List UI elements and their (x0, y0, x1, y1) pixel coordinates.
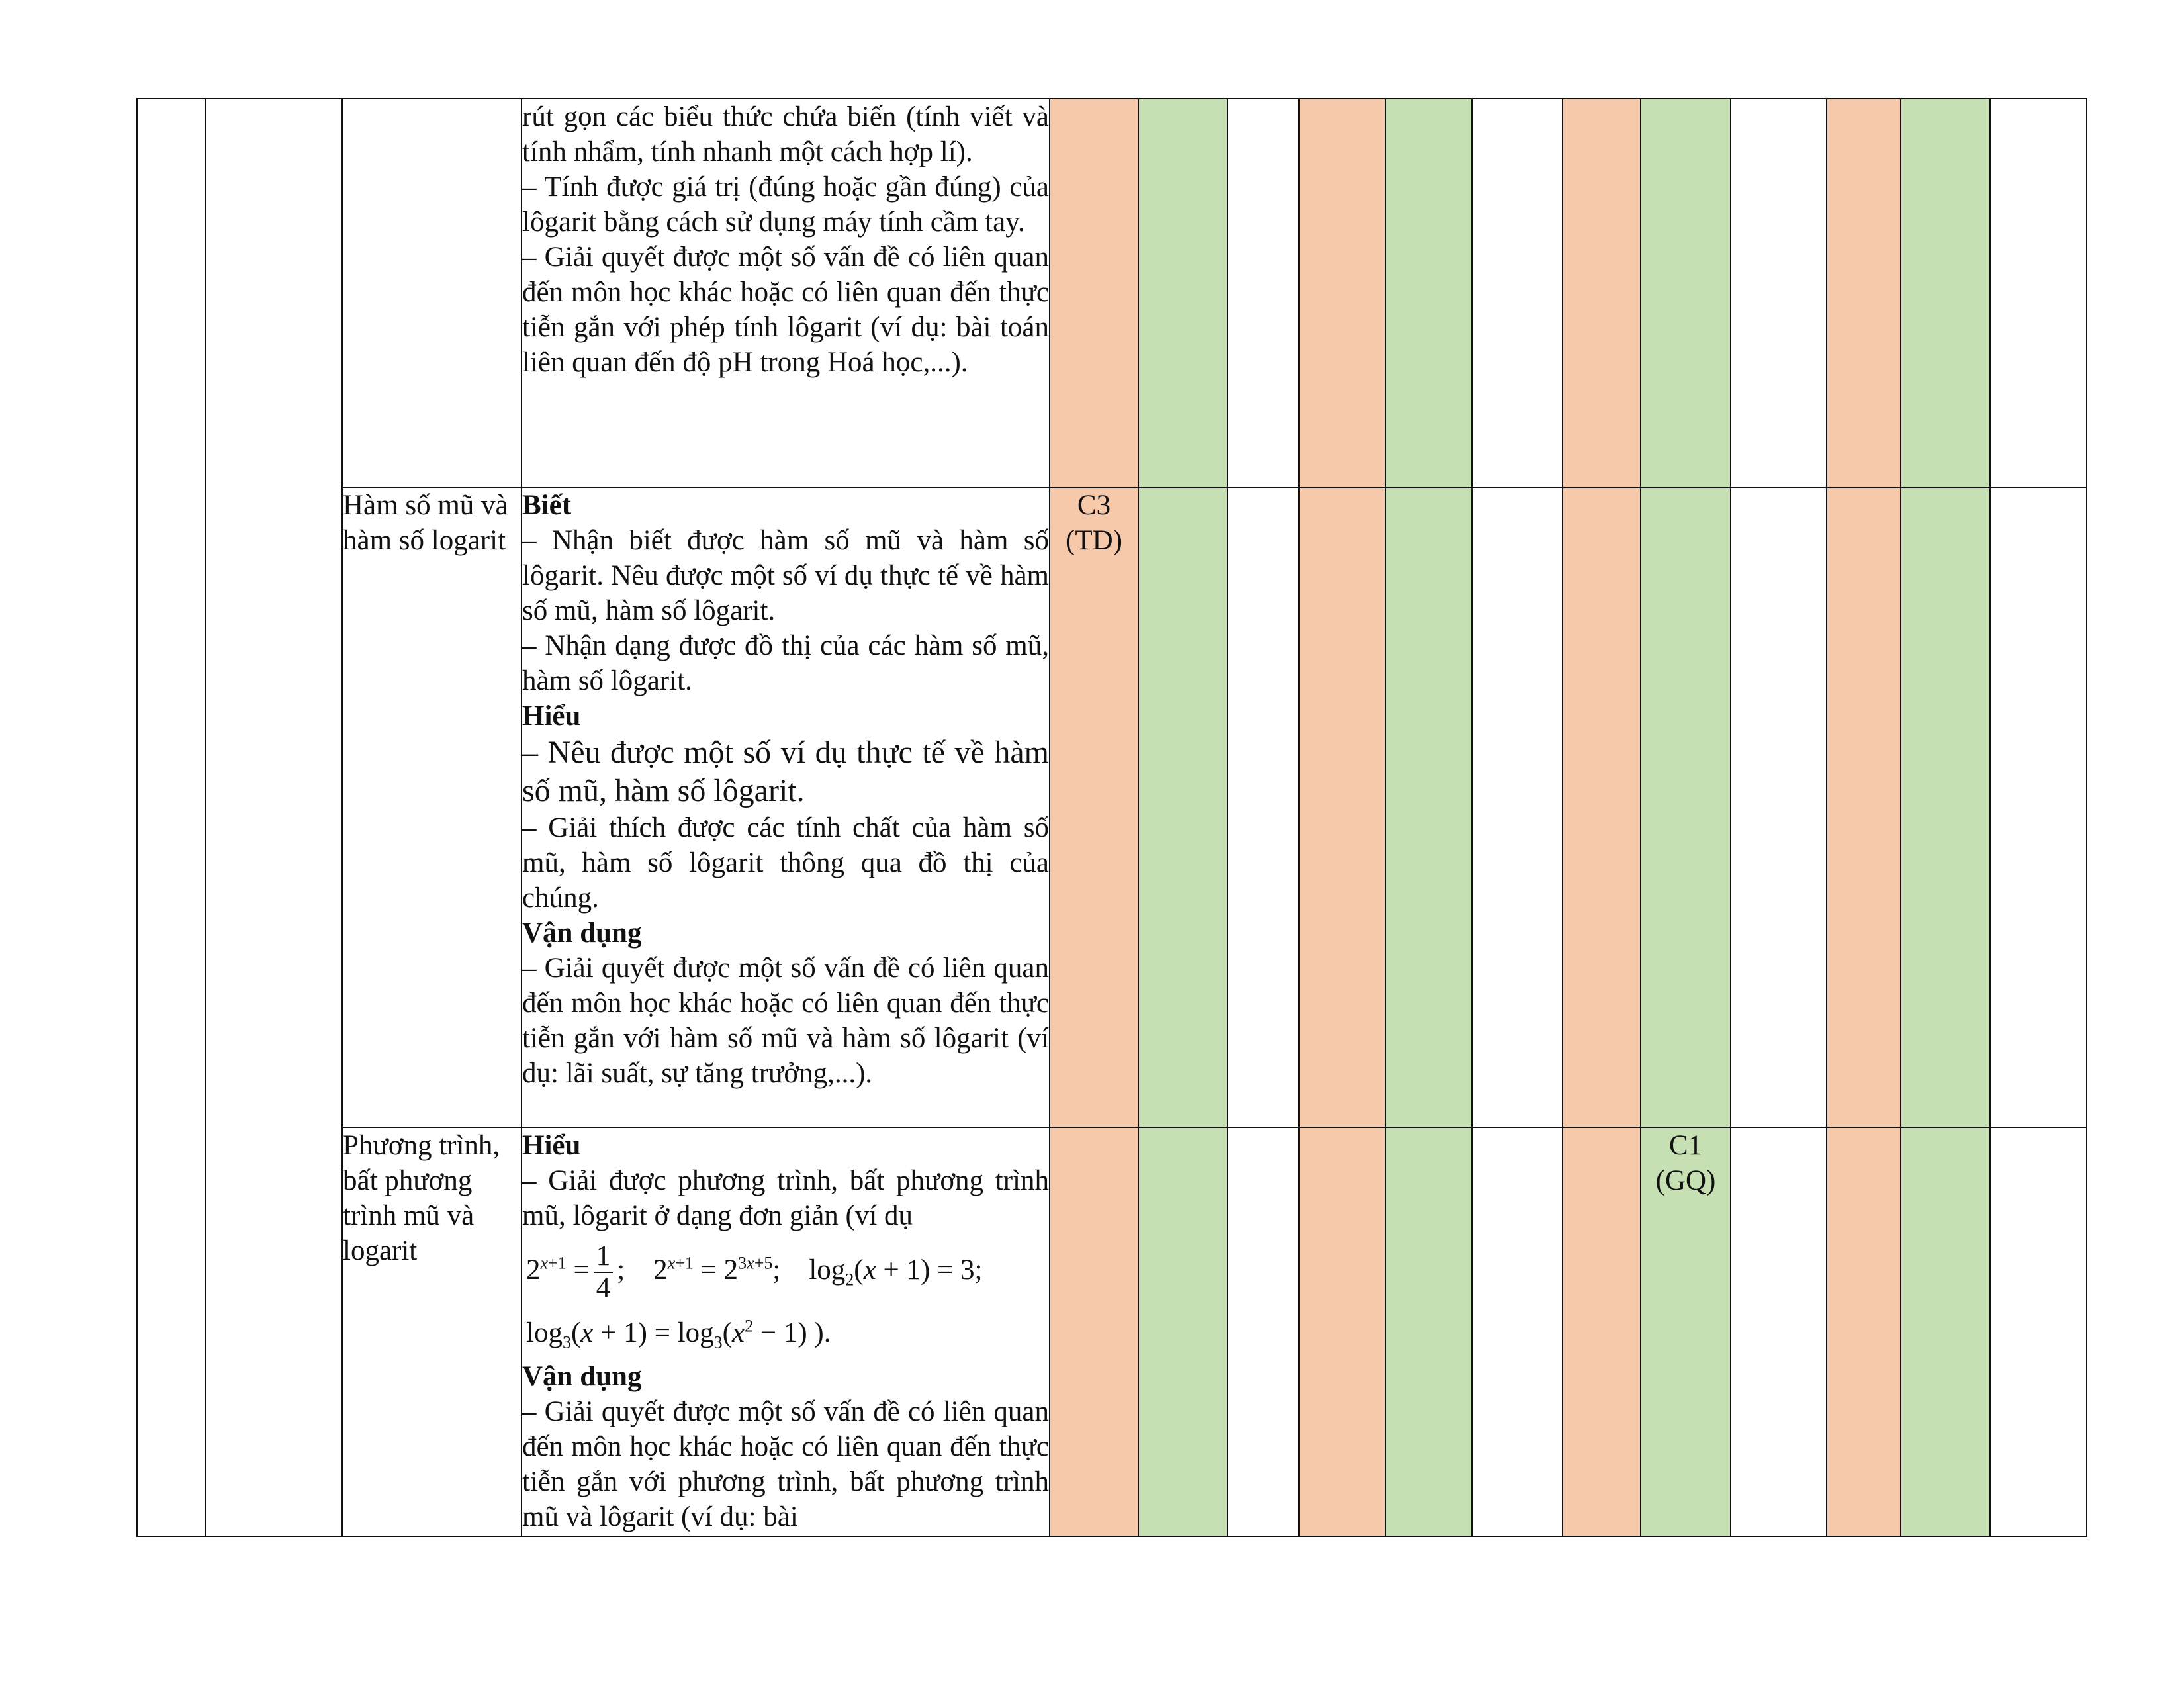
mark-cell (1990, 487, 2087, 1127)
requirement-text: – Giải thích được các tính chất của hàm số mũ, hàm số lôgarit thông qua đồ thị của chúng. (522, 812, 1049, 914)
mark-cell (1731, 487, 1827, 1127)
mark-cell (1138, 99, 1228, 487)
table-row (137, 487, 2087, 1127)
table-row (137, 99, 2087, 487)
mark-cell (1563, 487, 1641, 1127)
fraction: $\frac{1}{4}$ (594, 1241, 614, 1303)
mark-cell (1385, 99, 1472, 487)
requirement-text: rút gọn các biểu thức chứa biến (tính viết và tính nhẩm, tính nhanh một cách hợp lí). (522, 101, 1049, 167)
mark-cell (1385, 1127, 1472, 1536)
topic-cell (342, 99, 522, 487)
mark-cell (1827, 99, 1901, 487)
index-cell (137, 99, 205, 1536)
requirements-cell (522, 1127, 1050, 1536)
mark-cell (1901, 487, 1990, 1127)
mark-cell (1299, 99, 1385, 487)
mark-cell (1050, 487, 1138, 1127)
chapter-cell (205, 99, 342, 1536)
topic-cell: Phương trình, bất phương trình mũ và logarit (342, 1127, 522, 1536)
requirement-text: – Giải được phương trình, bất phương trình mũ, lôgarit ở dạng đơn giản (ví dụ (522, 1165, 1049, 1231)
assessment-matrix-table (136, 98, 2087, 1537)
requirements-cell (522, 487, 1050, 1127)
mark-cell (1472, 487, 1563, 1127)
question-code: C3 (1077, 490, 1111, 521)
mark-cell (1299, 487, 1385, 1127)
table-row (137, 1127, 2087, 1536)
competency-code: (GQ) (1655, 1165, 1716, 1196)
mark-cell (1990, 99, 2087, 487)
mark-cell (1731, 1127, 1827, 1536)
mark-cell (1563, 1127, 1641, 1536)
level-heading-hieu: Hiểu (522, 1130, 581, 1161)
mark-cell (1990, 1127, 2087, 1536)
mark-cell (1472, 1127, 1563, 1536)
mark-cell (1901, 99, 1990, 487)
mark-cell (1827, 487, 1901, 1127)
mark-cell (1228, 99, 1299, 487)
requirement-text: – Nhận biết được hàm số mũ và hàm số lôgarit. Nêu được một số ví dụ thực tế về hàm số mũ, hàm số lôgarit. (522, 525, 1049, 626)
mark-cell (1050, 1127, 1138, 1536)
mark-cell (1228, 487, 1299, 1127)
level-heading-van-dung: Vận dụng (522, 917, 642, 949)
requirement-text: – Nhận dạng được đồ thị của các hàm số mũ, hàm số lôgarit. (522, 630, 1049, 696)
requirement-text: – Giải quyết được một số vấn đề có liên quan đến môn học khác hoặc có liên quan đến thực tiễn gắn với phép tính lôgarit (ví dụ: bài toán liên quan đến độ pH trong Hoá học,...). (522, 242, 1049, 378)
level-heading-van-dung: Vận dụng (522, 1361, 642, 1392)
mark-cell (1138, 487, 1228, 1127)
mark-cell (1050, 99, 1138, 487)
equation-examples: $2^{x+1}$ = $\frac{1}{4}$ ; $2^{x+1} = 2^{3x+5}$; $\log_2(x + 1) = 3$; (526, 1241, 983, 1304)
requirement-text: – Giải quyết được một số vấn đề có liên quan đến môn học khác hoặc có liên quan đến thực tiễn gắn với hàm số mũ và hàm số lôgarit (ví dụ: lãi suất, sự tăng trưởng,...). (522, 953, 1049, 1089)
mark-cell (1901, 1127, 1990, 1536)
requirement-text: – Tính được giá trị (đúng hoặc gần đúng) của lôgarit bằng cách sử dụng máy tính cầm tay. (522, 171, 1049, 238)
question-code: C1 (1668, 1130, 1703, 1161)
mark-cell (1138, 1127, 1228, 1536)
mark-cell (1827, 1127, 1901, 1536)
mark-cell (1472, 99, 1563, 487)
requirement-text: – Giải quyết được một số vấn đề có liên quan đến môn học khác hoặc có liên quan đến thực tiễn gắn với phương trình, bất phương trình mũ và lôgarit (ví dụ: bài (522, 1396, 1049, 1532)
mark-cell (1641, 99, 1731, 487)
mark-cell (1563, 99, 1641, 487)
mark-cell (1641, 1127, 1731, 1536)
mark-cell (1641, 487, 1731, 1127)
level-heading-hieu: Hiểu (522, 700, 581, 731)
mark-cell (1228, 1127, 1299, 1536)
requirements-cell (522, 99, 1050, 487)
mark-cell (1385, 487, 1472, 1127)
requirement-text: – Nêu được một số ví dụ thực tế về hàm số mũ, hàm số lôgarit. (522, 735, 1049, 808)
competency-code: (TD) (1066, 525, 1122, 556)
equation-examples: $\log_3(x + 1) = \log_3(x^2 - 1)$ ). (526, 1316, 831, 1352)
level-heading-biet: Biết (522, 490, 572, 521)
mark-cell (1299, 1127, 1385, 1536)
topic-cell: Hàm số mũ và hàm số logarit (342, 487, 522, 1127)
mark-cell (1731, 99, 1827, 487)
